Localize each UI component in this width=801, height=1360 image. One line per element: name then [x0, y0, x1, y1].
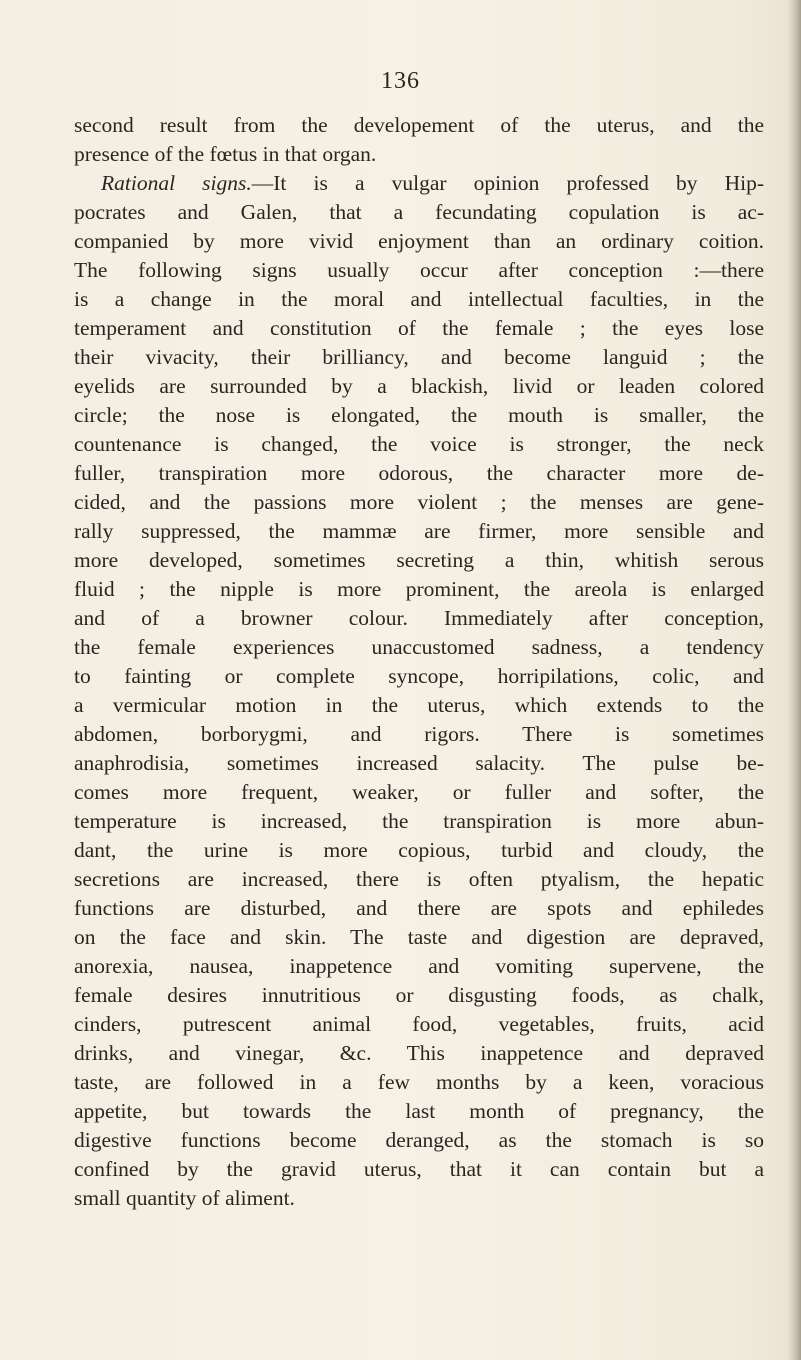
text-line: secretions are increased, there is often ptyalism, the hepatic — [74, 867, 764, 891]
text-line: appetite, but towards the last month of pregnancy, the — [74, 1099, 764, 1123]
body-text — [74, 111, 764, 1213]
text-line: temperament and constitution of the female ; the eyes lose — [74, 316, 764, 340]
text-line: abdomen, borborygmi, and rigors. There is sometimes — [74, 722, 764, 746]
text-line: circle; the nose is elongated, the mouth is smaller, the — [74, 403, 764, 427]
text-line: fuller, transpiration more odorous, the character more de- — [74, 461, 764, 485]
text-line: anaphrodisia, sometimes increased salacity. The pulse be- — [74, 751, 764, 775]
text-line: The following signs usually occur after conception :—there — [74, 258, 764, 282]
text-line: digestive functions become deranged, as the stomach is so — [74, 1128, 764, 1152]
text-line-body: —It is a vulgar opinion professed by Hip- — [251, 171, 764, 195]
text-line: more developed, sometimes secreting a thin, whitish serous — [74, 548, 764, 572]
text-line: functions are disturbed, and there are spots and ephiledes — [74, 896, 764, 920]
page-edge-shadow — [787, 0, 801, 1360]
text-line: and of a browner colour. Immediately after conception, — [74, 606, 764, 630]
text-line: cided, and the passions more violent ; the menses are gene- — [74, 490, 764, 514]
text-line: the female experiences unaccustomed sadness, a tendency — [74, 635, 764, 659]
text-line: a vermicular motion in the uterus, which extends to the — [74, 693, 764, 717]
text-line: dant, the urine is more copious, turbid and cloudy, the — [74, 838, 764, 862]
text-line: to fainting or complete syncope, horripilations, colic, and — [74, 664, 764, 688]
text-line: small quantity of aliment. — [74, 1186, 295, 1210]
page-number: 136 — [381, 68, 420, 94]
text-line: countenance is changed, the voice is stronger, the neck — [74, 432, 764, 456]
text-line: their vivacity, their brilliancy, and become languid ; the — [74, 345, 764, 369]
text-line-with-heading — [74, 169, 764, 198]
text-line: taste, are followed in a few months by a keen, voracious — [74, 1070, 764, 1094]
text-line: anorexia, nausea, inappetence and vomiting supervene, the — [74, 954, 764, 978]
text-line: cinders, putrescent animal food, vegetables, fruits, acid — [74, 1012, 764, 1036]
text-line: fluid ; the nipple is more prominent, the areola is enlarged — [74, 577, 764, 601]
text-line: confined by the gravid uterus, that it can contain but a — [74, 1157, 764, 1181]
text-line: on the face and skin. The taste and digestion are depraved, — [74, 925, 764, 949]
text-line: drinks, and vinegar, &c. This inappetence and depraved — [74, 1041, 764, 1065]
text-line: second result from the developement of the uterus, and the — [74, 113, 764, 137]
text-line: comes more frequent, weaker, or fuller and softer, the — [74, 780, 764, 804]
text-line: pocrates and Galen, that a fecundating copulation is ac- — [74, 200, 764, 224]
text-line: is a change in the moral and intellectual faculties, in the — [74, 287, 764, 311]
text-line: female desires innutritious or disgusting foods, as chalk, — [74, 983, 764, 1007]
text-line: eyelids are surrounded by a blackish, livid or leaden colored — [74, 374, 764, 398]
text-line: rally suppressed, the mammæ are firmer, more sensible and — [74, 519, 764, 543]
text-line: temperature is increased, the transpiration is more abun- — [74, 809, 764, 833]
text-line: companied by more vivid enjoyment than an ordinary coition. — [74, 229, 764, 253]
section-heading: Rational signs. — [101, 171, 252, 195]
text-line: presence of the fœtus in that organ. — [74, 142, 377, 166]
